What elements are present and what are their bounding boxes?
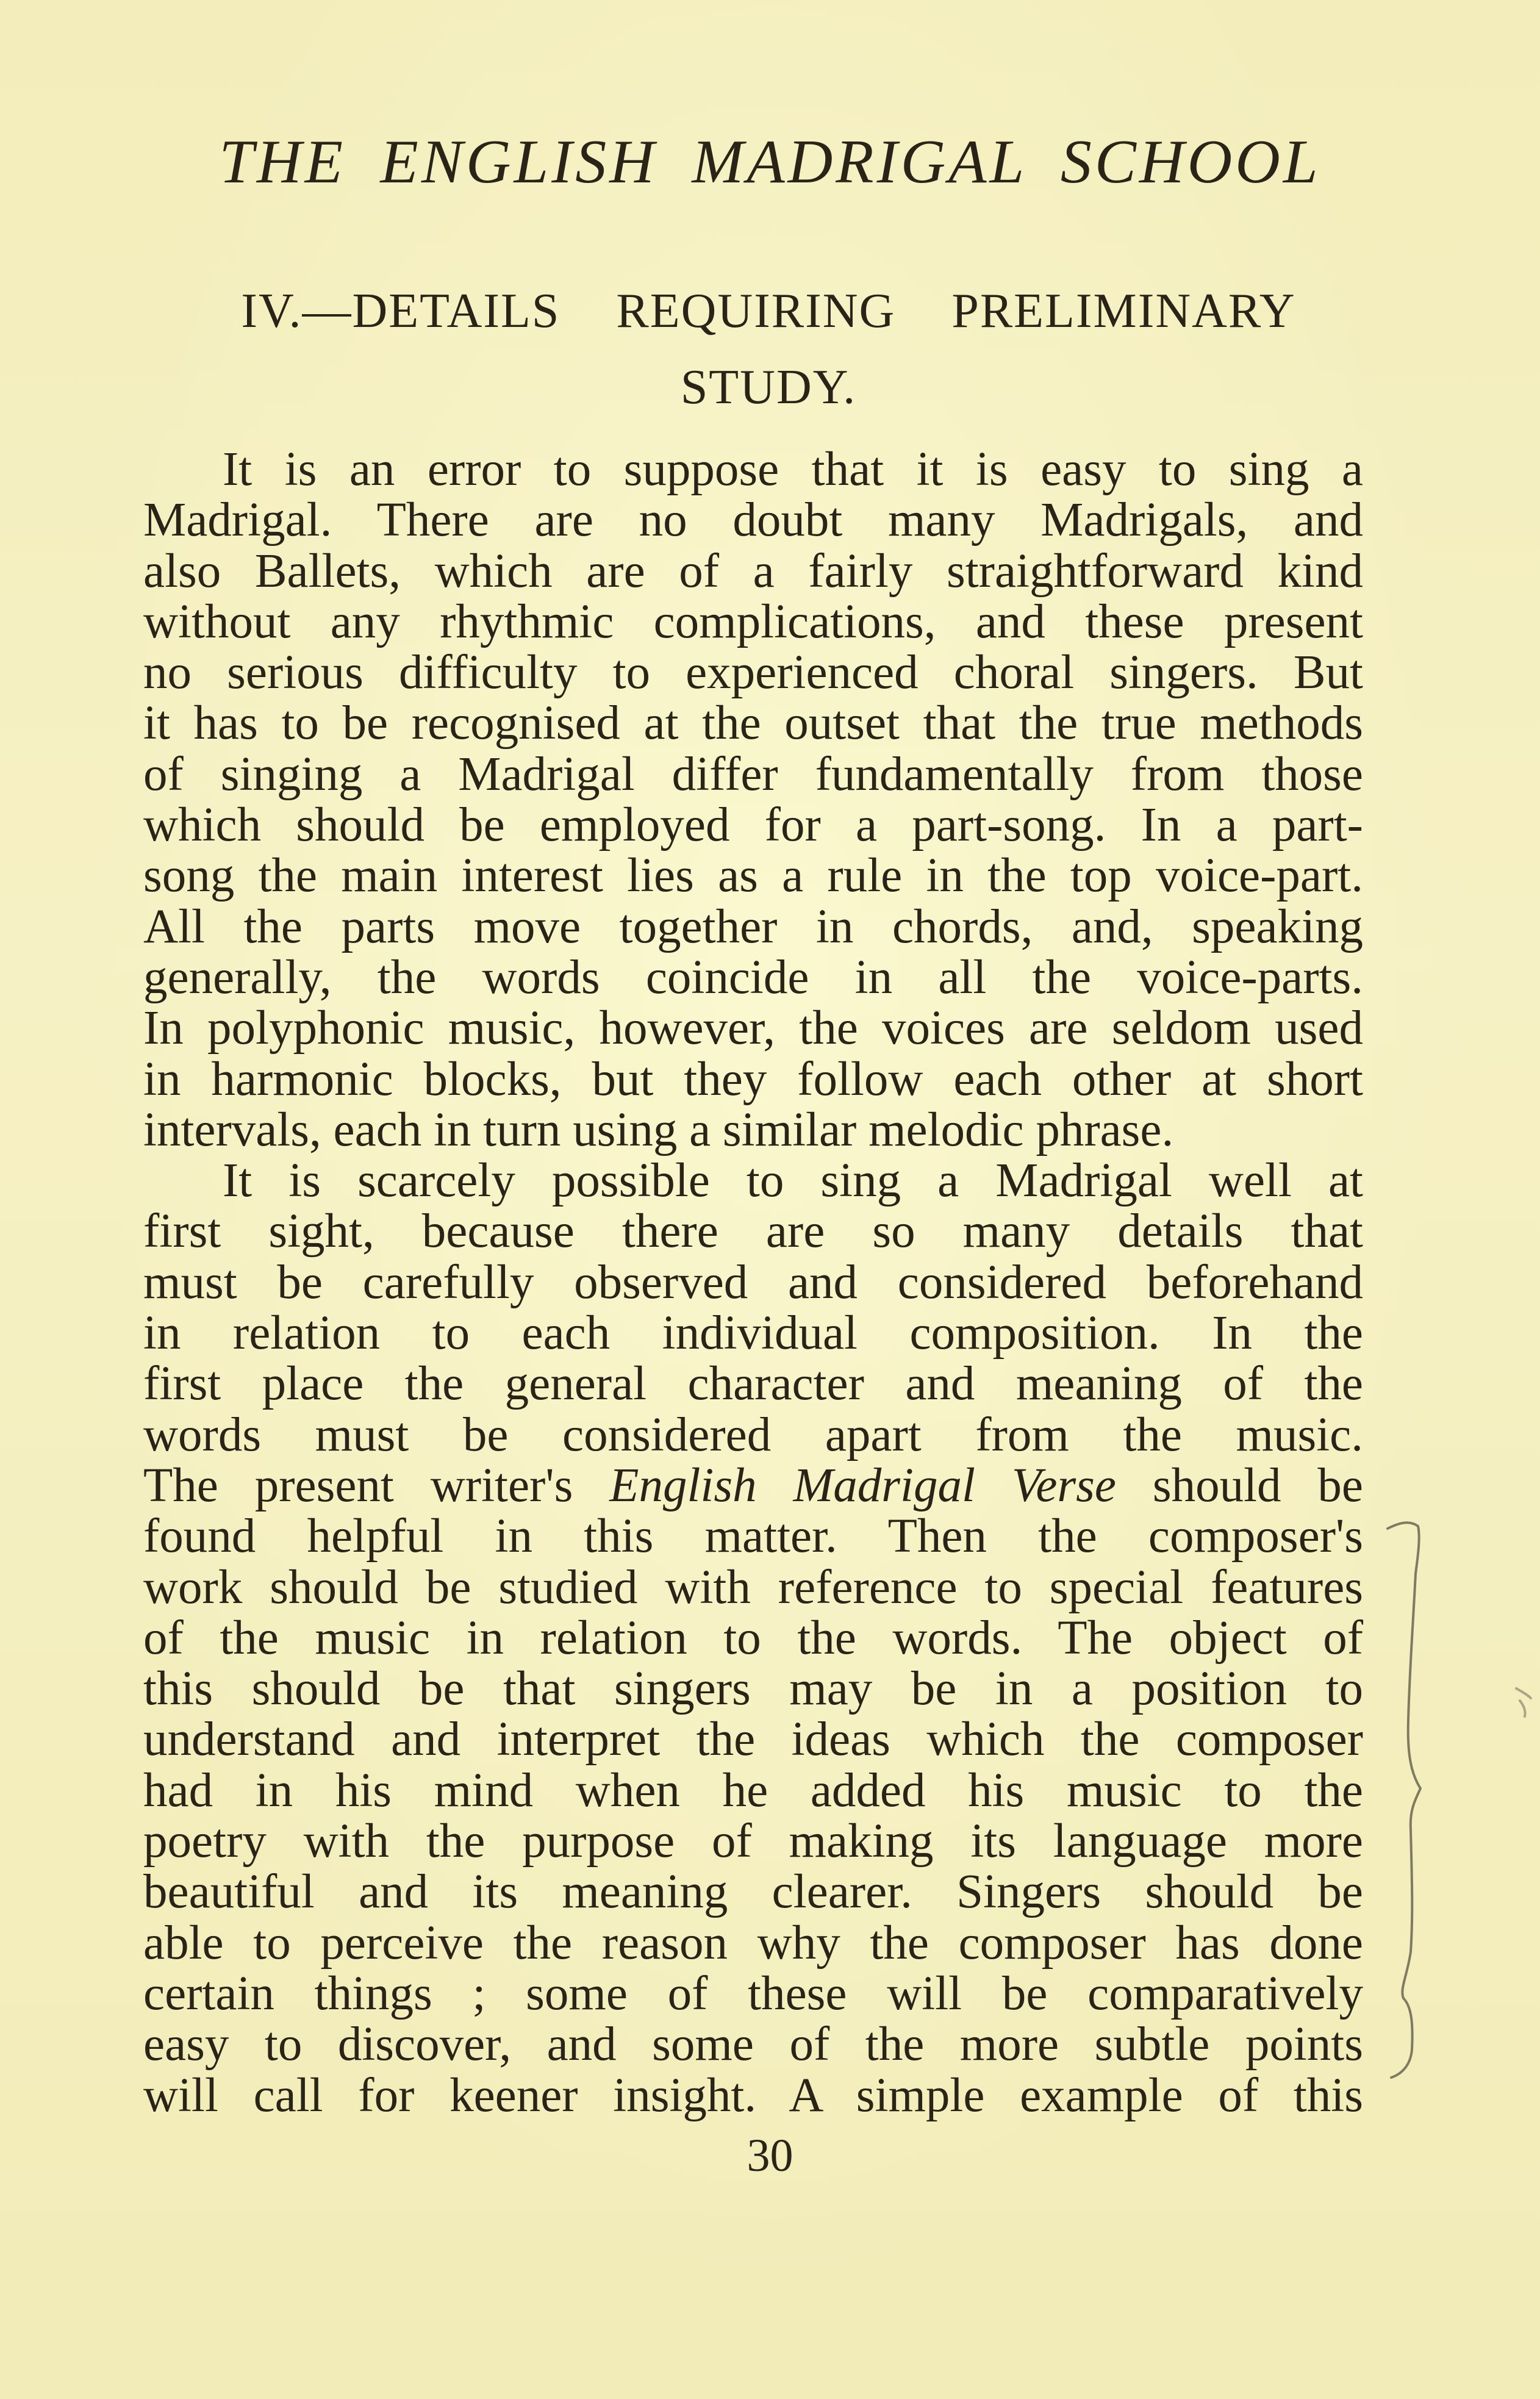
text-line: in harmonic blocks, but they follow each other at short: [143, 1052, 1363, 1106]
text-line: in relation to each individual composition. In the: [143, 1307, 1363, 1360]
text-line: which should be employed for a part-song. In a part-: [143, 798, 1363, 852]
text-line: first place the general character and meaning of the: [143, 1357, 1363, 1411]
text-line: found helpful in this matter. Then the composer's: [143, 1510, 1363, 1563]
text-line: words must be considered apart from the music.: [143, 1408, 1363, 1461]
section-heading-line-1: IV.—DETAILS REQUIRING PRELIMINARY: [241, 284, 1296, 338]
page-number: 30: [747, 2130, 793, 2181]
text-line: this should be that singers may be in a position to: [143, 1662, 1363, 1716]
text-line: understand and interpret the ideas which the composer: [143, 1713, 1363, 1766]
text-line: will call for keener insight. A simple example of this: [143, 2068, 1363, 2122]
text-line: no serious difficulty to experienced choral singers. But: [143, 646, 1363, 700]
section-heading: [159, 273, 1378, 426]
text-line: poetry with the purpose of making its language more: [143, 1815, 1363, 1868]
text-line: work should be studied with reference to special features: [143, 1560, 1363, 1614]
text-line: generally, the words coincide in all the voice-parts.: [143, 950, 1363, 1004]
text-line: Madrigal. There are no doubt many Madrigals, and: [143, 493, 1363, 547]
running-head: THE ENGLISH MADRIGAL SCHOOL: [219, 127, 1321, 196]
text-line: All the parts move together in chords, and, speaking: [143, 900, 1363, 953]
text-line: also Ballets, which are of a fairly straightforward kind: [143, 544, 1363, 598]
text-line: easy to discover, and some of the more subtle points: [143, 2018, 1363, 2071]
body-text: [143, 444, 1363, 2121]
text-line: had in his mind when he added his music to the: [143, 1763, 1363, 1817]
text-line: intervals, each in turn using a similar melodic phrase.: [143, 1103, 1174, 1156]
text-line: without any rhythmic complications, and these present: [143, 595, 1363, 648]
text-line: of the music in relation to the words. The object of: [143, 1611, 1363, 1665]
text-line: it has to be recognised at the outset that the true methods: [143, 697, 1363, 750]
text-fragment: should be: [1116, 1458, 1363, 1512]
text-line: of singing a Madrigal differ fundamentally from those: [143, 747, 1363, 801]
pencil-margin-bracket-icon: [1375, 1513, 1467, 2098]
text-line: beautiful and its meaning clearer. Singers should be: [143, 1865, 1363, 1919]
text-line: It is scarcely possible to sing a Madrigal well at: [223, 1154, 1363, 1208]
text-line: first sight, because there are so many details that: [143, 1205, 1363, 1258]
section-heading-line-2: STUDY.: [680, 360, 857, 414]
text-line: must be carefully observed and considered beforehand: [143, 1255, 1363, 1309]
text-fragment: The present writer's: [143, 1458, 610, 1512]
book-title: English Madrigal Verse: [609, 1458, 1116, 1512]
text-line: certain things ; some of these will be comparatively: [143, 1967, 1363, 2020]
text-line: It is an error to suppose that it is easy to sing a: [223, 443, 1363, 496]
text-line: In polyphonic music, however, the voices are seldom used: [143, 1002, 1363, 1055]
text-line: song the main interest lies as a rule in the top voice-part.: [143, 849, 1363, 903]
text-line: able to perceive the reason why the composer has done: [143, 1916, 1363, 1970]
text-line-with-book-title: [143, 1460, 1363, 1511]
pencil-mark-icon: [1513, 1684, 1537, 1720]
